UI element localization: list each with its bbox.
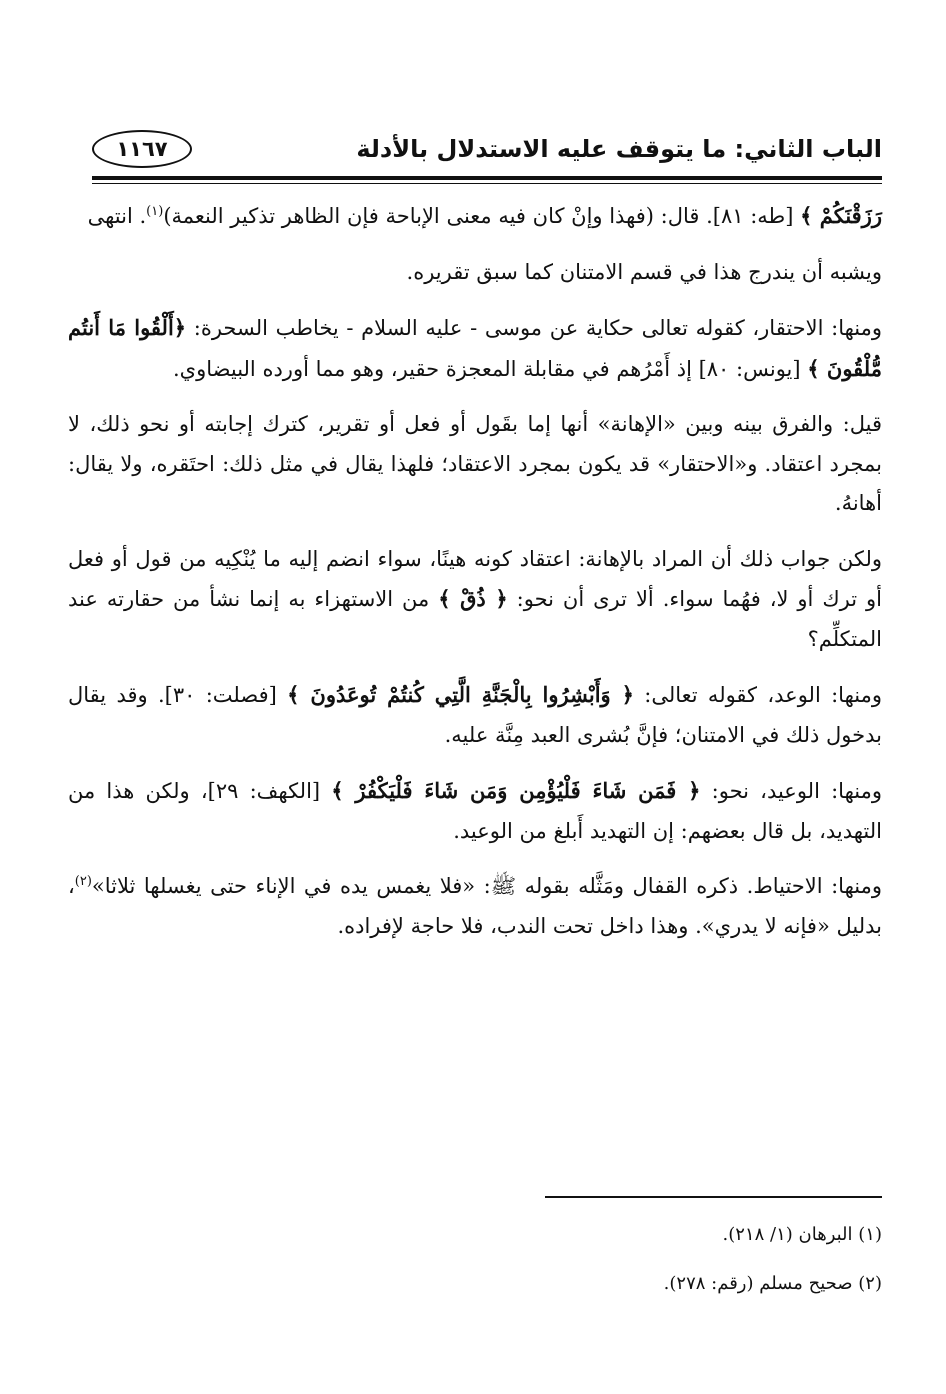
paragraph-4 bbox=[68, 405, 882, 524]
footnote-separator bbox=[545, 1196, 882, 1198]
paragraph-1 bbox=[68, 196, 882, 237]
quran-verse: ﴿ ذُقْ ﴾ bbox=[438, 586, 508, 611]
paragraph-6 bbox=[68, 675, 882, 755]
quran-verse: ﴿أَلْقُوا مَا أَنتُم مُّلْقُونَ ﴾ bbox=[68, 315, 882, 381]
footnote-2: (٢) صحيح مسلم (رقم: ٢٧٨). bbox=[663, 1273, 882, 1294]
footnote-marker: (١) bbox=[146, 204, 164, 219]
paragraph-text: . انتهى bbox=[87, 204, 147, 228]
paragraph-text: ويشبه أن يندرج هذا في قسم الامتنان كما سبق تقريره. bbox=[406, 259, 882, 284]
running-title: الباب الثاني: ما يتوقف عليه الاستدلال بالأدلة bbox=[356, 135, 882, 163]
paragraph-2 bbox=[68, 253, 882, 293]
paragraph-text: ومنها: الوعيد، نحو: bbox=[700, 779, 882, 803]
quran-verse: رَزَقْنَكُمْ ﴾ bbox=[800, 203, 882, 228]
page-number-badge: ١١٦٧ bbox=[92, 130, 192, 168]
paragraph-3 bbox=[68, 308, 882, 389]
paragraph-text: [فصلت: ٣٠]. وقد يقال بدخول ذلك في الامتنان؛ فإنَّ بُشرى العبد مِنَّة عليه. bbox=[68, 683, 882, 747]
main-text bbox=[68, 196, 882, 962]
footnote-1: (١) البرهان (١/ ٢١٨). bbox=[722, 1224, 882, 1245]
paragraph-text: ومنها: الاحتياط. ذكره القفال ومَثَّله بقوله ﷺ: «فلا يغمس يده في الإناء حتى يغسلها ثلاثا» bbox=[91, 874, 882, 898]
quran-verse: ﴿ فَمَن شَاءَ فَلْيُؤْمِن وَمَن شَاءَ فَلْيَكْفُرْ ﴾ bbox=[331, 778, 701, 803]
page-header bbox=[92, 124, 882, 174]
paragraph-text: قيل: والفرق بينه وبين «الإهانة» أنها إما بقَول أو فعل أو تقرير، كترك إجابته أو نحو ذلك، لا بمجرد اعتقاد. و«الاحتقار» قد يكون بمجرد الاعتقاد؛ فلهذا يقال في مثل ذلك: احتَقره، ولا يقال: أهانهُ. bbox=[68, 412, 882, 515]
footnote-marker: (٢) bbox=[74, 874, 92, 889]
paragraph-text: ولكن جواب ذلك أن المراد بالإهانة: اعتقاد كونه هينًا، سواء انضم إليه ما يُنْكِيه من قول أو فعل أو ترك أو لا، فهُما سواء. ألا ترى أن نحو: bbox=[68, 546, 882, 611]
quran-verse: ﴿ وَأَبْشِرُوا بِالْجَنَّةِ الَّتِي كُنتُمْ تُوعَدُونَ ﴾ bbox=[287, 682, 634, 707]
paragraph-8 bbox=[68, 867, 882, 946]
paragraph-5 bbox=[68, 540, 882, 660]
paragraph-text: [الكهف: ٢٩]، ولكن هذا من التهديد، بل قال بعضهم: إن التهديد أَبلغ من الوعيد. bbox=[68, 779, 882, 843]
paragraph-text: ، بدليل «فإنه لا يدري». وهذا داخل تحت الندب، فلا حاجة لإفراده. bbox=[68, 874, 882, 938]
header-rule-thick bbox=[92, 176, 882, 180]
header-rule-thin bbox=[92, 183, 882, 184]
paragraph-text: [طه: ٨١]. قال: (فهذا وإنْ كان فيه معنى الإباحة فإن الظاهر تذكير النعمة) bbox=[163, 204, 801, 228]
paragraph-text: [يونس: ٨٠] إذ أَمْرُهم في مقابلة المعجزة حقير، وهو مما أورده البيضاوي. bbox=[173, 356, 808, 381]
paragraph-text: من الاستهزاء به إنما نشأ من حقارته عند المتكلِّم؟ bbox=[68, 587, 882, 651]
paragraph-7 bbox=[68, 771, 882, 851]
paragraph-text: ومنها: الاحتقار، كقوله تعالى حكاية عن موسى - عليه السلام - يخاطب السحرة: bbox=[186, 316, 882, 340]
paragraph-text: ومنها: الوعد، كقوله تعالى: bbox=[633, 683, 882, 707]
footnotes bbox=[92, 1222, 882, 1320]
